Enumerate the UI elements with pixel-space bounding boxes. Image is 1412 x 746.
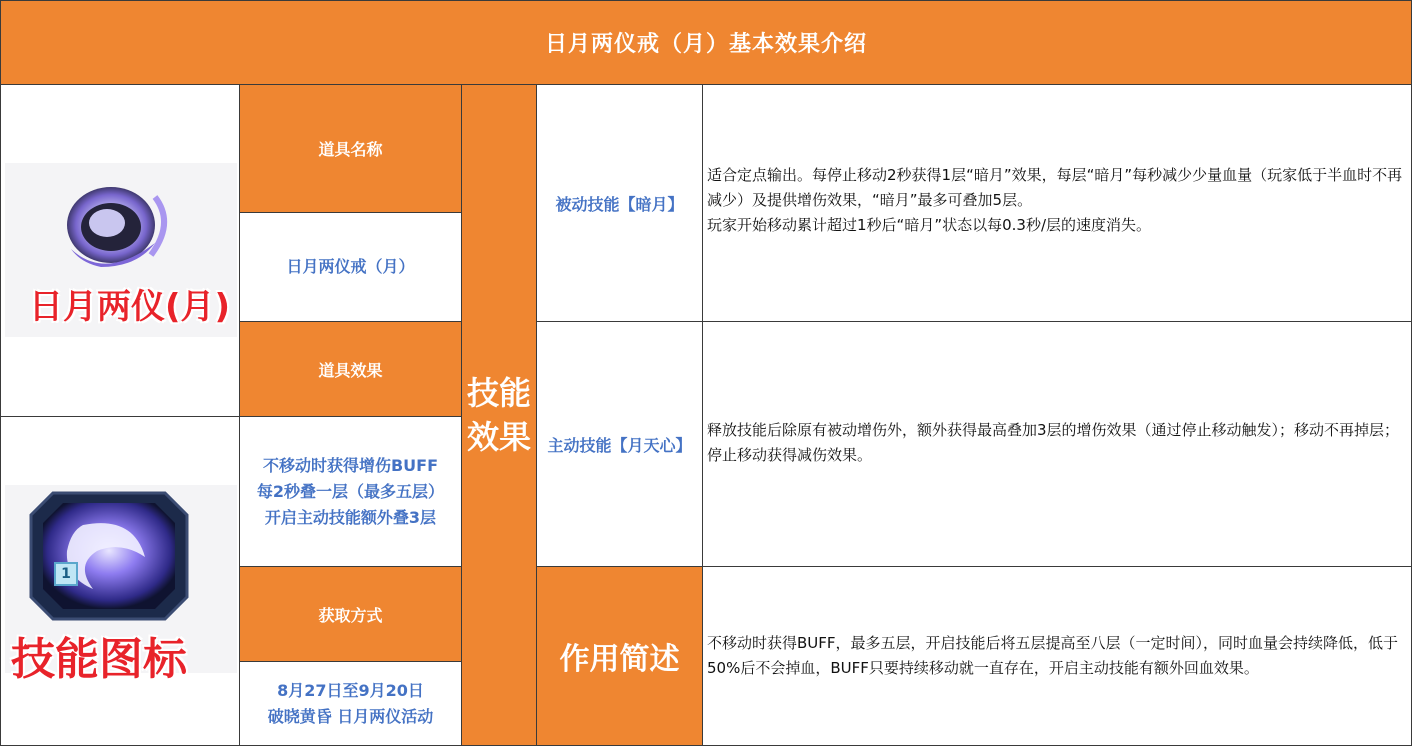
obtain-label-cell <box>240 567 462 662</box>
obtain-value-cell <box>240 662 462 746</box>
item-effect-value-cell <box>240 417 462 567</box>
item-effect-label: 道具效果 <box>318 360 383 380</box>
skill-image <box>5 485 237 685</box>
page-title: 日月两仪戒（月）基本效果介绍 <box>544 32 867 57</box>
item-effect-value <box>257 453 444 531</box>
item-name-value-cell <box>240 213 462 322</box>
item-name-label: 道具名称 <box>318 140 383 159</box>
item-effect-line: 开启主动技能额外叠3层 <box>264 507 437 527</box>
obtain-line: 8月27日至9月20日 <box>277 680 424 700</box>
obtain-line: 破晓黄昏 日月两仪活动 <box>267 706 434 726</box>
passive-desc-line: 玩家开始移动累计超过1秒后“暗月”状态以每0.3秒/层的速度消失。 <box>707 216 1151 234</box>
skill-caption: 技能图标 <box>11 634 187 685</box>
summary-desc: 不移动时获得BUFF，最多五层，开启技能后将五层提高至八层（一定时间），同时血量会持续降低，低于50%后不会掉血，BUFF只要持续移动就一直存在，开启主动技能有额外回血效果。 <box>707 634 1399 677</box>
active-skill-desc-cell <box>703 322 1412 567</box>
summary-label-cell <box>537 567 703 746</box>
active-skill-name-cell <box>537 322 703 567</box>
skill-icon-cell <box>0 417 240 746</box>
passive-desc-line: 适合定点输出。每停止移动2秒获得1层“暗月”效果，每层“暗月”每秒减少少量血量（玩家低于半血时不再减少）及提供增伤效果，“暗月”最多可叠加5层。 <box>707 166 1403 209</box>
skill-effect-label-cell <box>462 85 537 746</box>
summary-desc-cell <box>703 567 1412 746</box>
summary-label: 作用简述 <box>559 642 680 677</box>
item-effect-line: 不移动时获得增伤BUFF <box>262 455 439 475</box>
item-name-value: 日月两仪戒（月） <box>286 257 415 276</box>
passive-skill-desc-cell <box>703 85 1412 322</box>
table-header <box>0 0 1412 85</box>
item-effect-label-cell <box>240 322 462 417</box>
skill-badge: 1 <box>61 566 71 582</box>
passive-skill-name: 被动技能【暗月】 <box>555 194 684 214</box>
item-name-label-cell <box>240 85 462 213</box>
item-image-cell <box>0 85 240 417</box>
skill-effect-label: 技能效果 <box>466 374 531 456</box>
passive-skill-name-cell <box>537 85 703 322</box>
item-effect-line: 每2秒叠一层（最多五层） <box>256 481 445 501</box>
item-image <box>5 163 237 337</box>
active-skill-name: 主动技能【月天心】 <box>547 435 692 455</box>
passive-skill-desc <box>707 163 1407 238</box>
obtain-value <box>268 678 434 730</box>
active-skill-desc: 释放技能后除原有被动增伤外，额外获得最高叠加3层的增伤效果（通过停止移动触发）；移动不再掉层；停止移动获得减伤效果。 <box>707 421 1400 464</box>
item-caption: 日月两仪(月) <box>29 287 231 327</box>
obtain-label: 获取方式 <box>318 605 383 625</box>
